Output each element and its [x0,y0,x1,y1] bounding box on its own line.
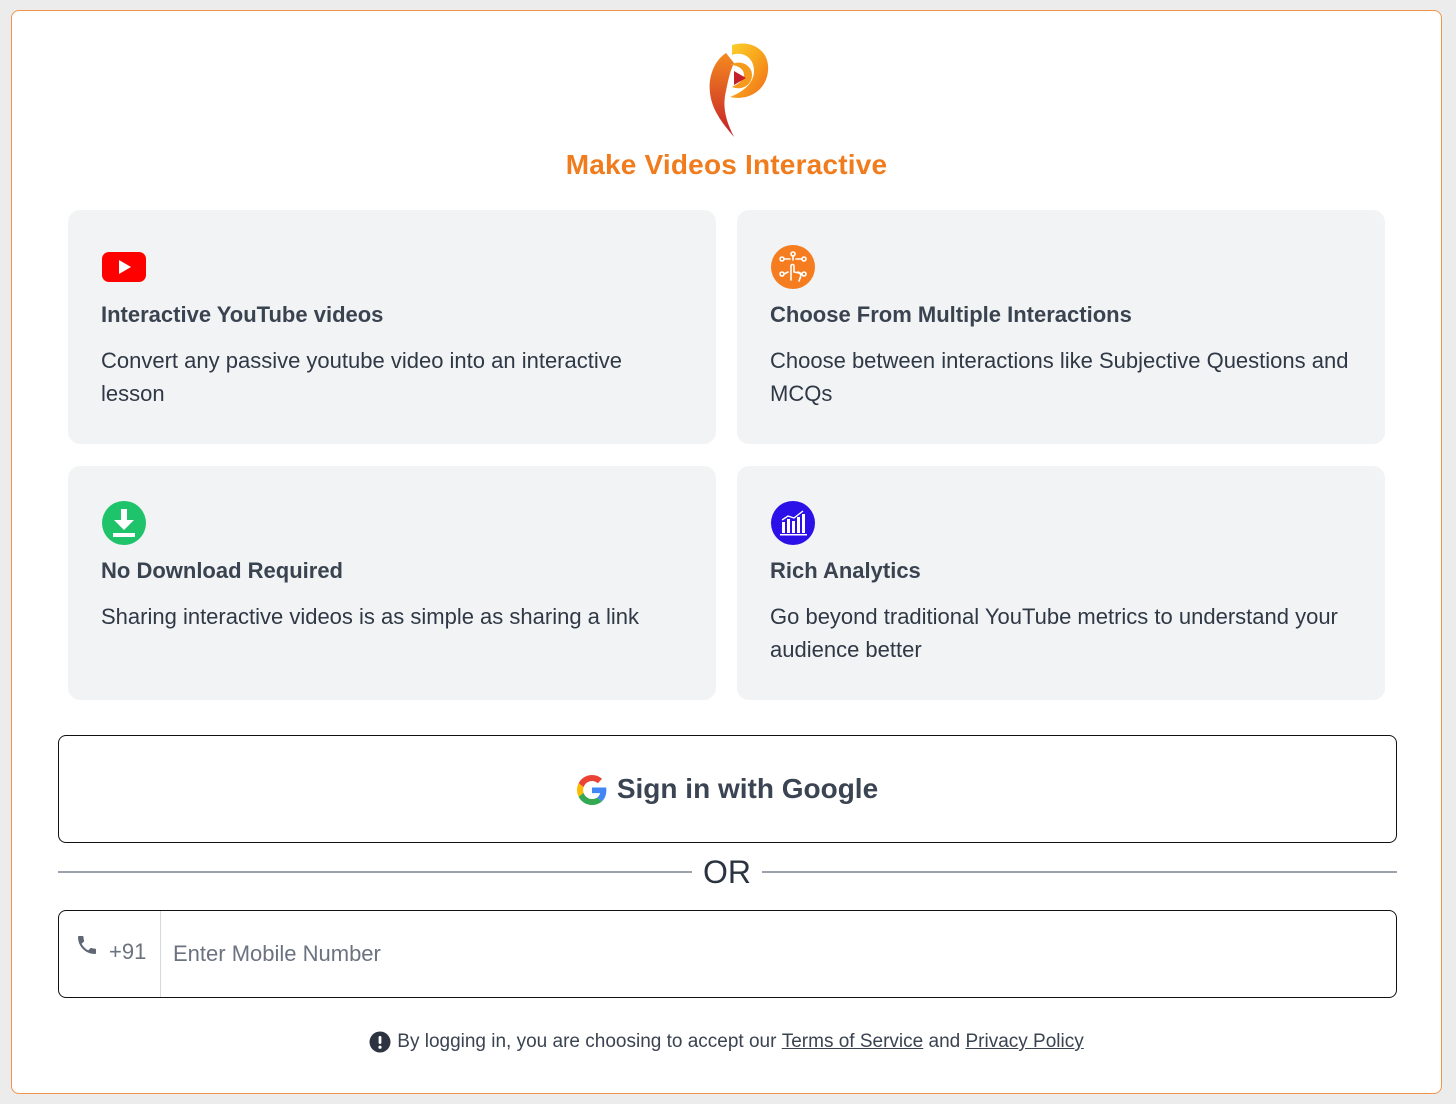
feature-title: Rich Analytics [770,558,921,583]
country-code-prefix [59,911,161,997]
login-card [11,10,1442,1094]
terms-prefix-text: By logging in, you are choosing to accept our [397,1031,777,1052]
or-text: OR [703,854,751,890]
feature-card-no-download [68,466,716,700]
p-play-logo-icon [704,41,770,139]
google-signin-label: Sign in with Google [616,773,879,804]
feature-title: Choose From Multiple Interactions [770,302,1132,327]
country-code: +91 [109,939,147,964]
google-g-icon [577,775,607,805]
feature-description: Go beyond traditional YouTube metrics to understand your audience better [770,604,1338,662]
feature-title: Interactive YouTube videos [101,302,384,327]
privacy-policy-link[interactable]: Privacy Policy [965,1031,1084,1052]
or-divider [58,854,1397,898]
google-signin-button[interactable] [58,735,1397,843]
divider-line-left [58,871,692,873]
feature-card-youtube [68,210,716,444]
terms-conjunction: and [928,1031,961,1052]
info-icon [369,1031,391,1053]
headline: Make Videos Interactive [565,149,888,180]
feature-description: Convert any passive youtube video into an interactive lesson [101,348,622,406]
terms-notice [12,1031,1441,1053]
mobile-number-input[interactable] [161,911,1396,997]
youtube-icon [101,244,147,290]
terms-of-service-link[interactable]: Terms of Service [781,1031,924,1052]
analytics-icon [770,500,816,546]
download-icon [101,500,147,546]
feature-card-analytics [737,466,1385,700]
feature-description: Sharing interactive videos is as simple as sharing a link [101,604,640,629]
divider-line-right [762,871,1397,873]
tap-interaction-icon [770,244,816,290]
feature-title: No Download Required [101,558,343,583]
feature-description: Choose between interactions like Subjective Questions and MCQs [770,348,1349,406]
feature-card-interactions [737,210,1385,444]
mobile-number-field [58,910,1397,998]
phone-icon [75,933,99,957]
